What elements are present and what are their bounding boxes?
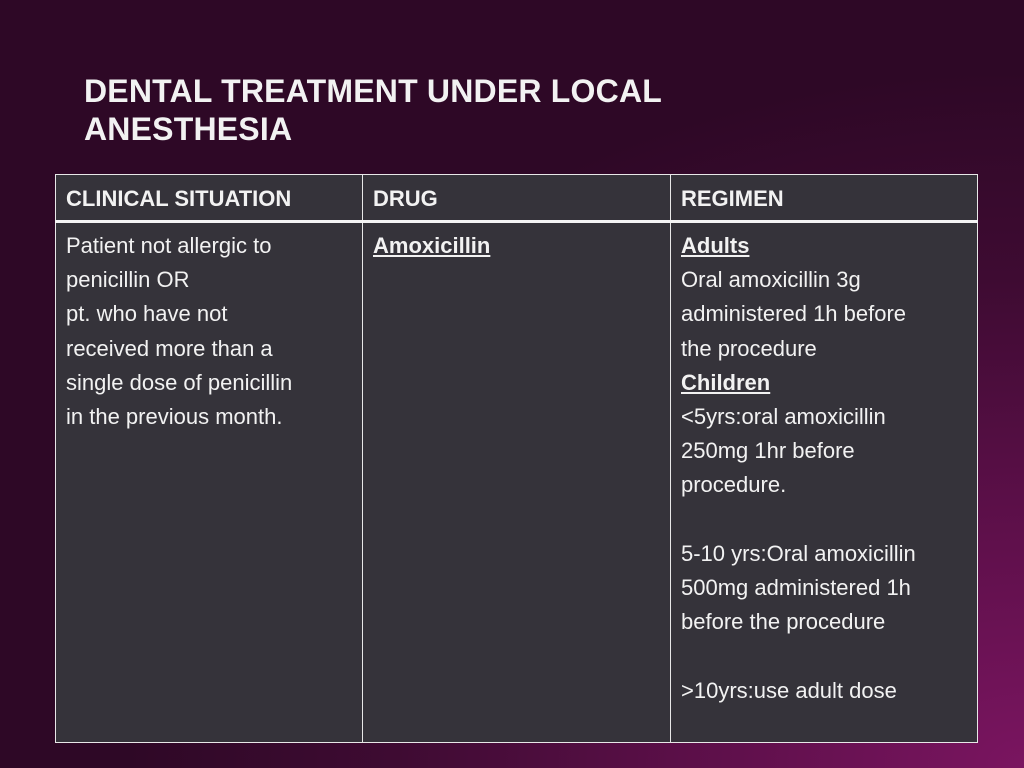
- table-header-row: [56, 175, 978, 222]
- spacer: [681, 503, 967, 537]
- slide-title-line-1: DENTAL TREATMENT UNDER LOCAL: [84, 73, 663, 109]
- under-5-line: procedure.: [681, 472, 787, 498]
- regimen-table: [55, 174, 978, 743]
- clinical-situation-cell: [56, 222, 363, 743]
- slide-title-line-2: ANESTHESIA: [84, 111, 293, 147]
- drug-cell: [363, 222, 671, 743]
- table-row: [56, 222, 978, 743]
- under-5-line: <5yrs:oral amoxicillin: [681, 404, 886, 430]
- adults-heading: Adults: [681, 233, 750, 258]
- five-to-ten-line: before the procedure: [681, 609, 886, 635]
- adults-line: Oral amoxicillin 3g: [681, 267, 861, 293]
- children-heading: Children: [681, 369, 771, 395]
- regimen-table-container: [55, 174, 977, 743]
- spacer: [681, 639, 967, 673]
- column-header-regimen: REGIMEN: [671, 175, 978, 222]
- situation-line: received more than a: [66, 335, 273, 361]
- five-to-ten-line: 500mg administered 1h: [681, 575, 911, 601]
- column-header-clinical-situation: CLINICAL SITUATION: [56, 175, 363, 222]
- five-to-ten-line: 5-10 yrs:Oral amoxicillin: [681, 540, 916, 566]
- adults-line: the procedure: [681, 335, 817, 361]
- column-header-drug: DRUG: [363, 175, 671, 222]
- drug-name: Amoxicillin: [373, 233, 491, 258]
- situation-line: penicillin OR: [66, 267, 190, 293]
- situation-line: in the previous month.: [66, 404, 283, 430]
- situation-line: Patient not allergic to: [66, 233, 272, 258]
- under-5-line: 250mg 1hr before: [681, 438, 855, 464]
- situation-line: single dose of penicillin: [66, 369, 293, 395]
- situation-line: pt. who have not: [66, 301, 228, 327]
- regimen-cell: [671, 222, 978, 743]
- over-10-line: >10yrs:use adult dose: [681, 677, 897, 703]
- adults-line: administered 1h before: [681, 301, 907, 327]
- slide-title: [84, 72, 964, 148]
